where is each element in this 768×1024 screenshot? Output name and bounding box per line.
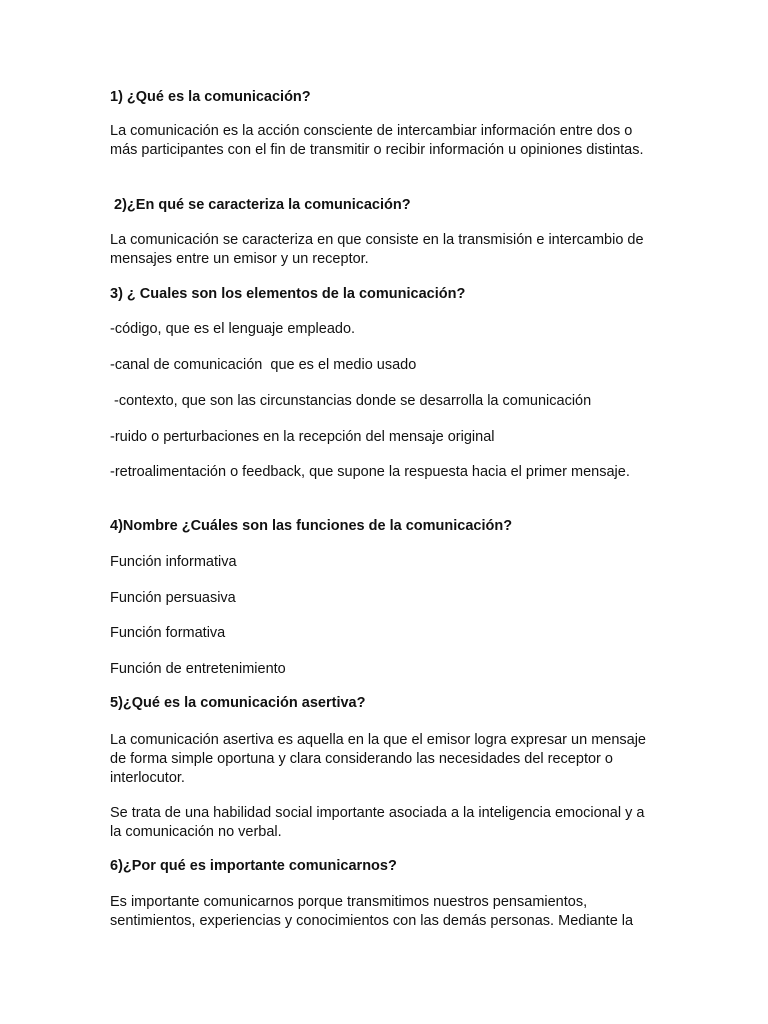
question-6-heading: 6)¿Por qué es importante comunicarnos? <box>110 858 397 874</box>
element-item-code: -código, que es el lenguaje empleado. <box>110 321 356 337</box>
question-4-heading: 4)Nombre ¿Cuáles son las funciones de la comunicación? <box>110 518 513 534</box>
question-1-heading: 1) ¿Qué es la comunicación? <box>110 89 311 105</box>
function-item-persuasive: Función persuasiva <box>110 590 236 606</box>
question-5-answer: La comunicación asertiva es aquella en la que el emisor logra expresar un mensaje de forma simple oportuna y clara considerando las necesidades del receptor o interlocutor. <box>110 732 646 786</box>
question-6-answer: Es importante comunicarnos porque transmitimos nuestros pensamientos, sentimientos, experiencias y conocimientos con las demás personas. Mediante la <box>110 894 634 929</box>
element-item-noise: -ruido o perturbaciones en la recepción del mensaje original <box>110 429 495 445</box>
element-item-channel: -canal de comunicación que es el medio usado <box>110 357 417 373</box>
function-item-informative: Función informativa <box>110 554 237 570</box>
element-item-feedback: -retroalimentación o feedback, que supone la respuesta hacia el primer mensaje. <box>110 464 630 480</box>
question-5-heading: 5)¿Qué es la comunicación asertiva? <box>110 695 366 711</box>
question-2-heading: 2)¿En qué se caracteriza la comunicación? <box>110 197 411 213</box>
document-page <box>110 0 670 1024</box>
function-item-formative: Función formativa <box>110 625 226 641</box>
question-2-answer: La comunicación se caracteriza en que consiste en la transmisión e intercambio de mensajes entre un emisor y un receptor. <box>110 232 644 267</box>
question-5-answer-2: Se trata de una habilidad social importante asociada a la inteligencia emocional y a la comunicación no verbal. <box>110 805 645 840</box>
element-item-context: -contexto, que son las circunstancias donde se desarrolla la comunicación <box>110 393 592 409</box>
question-3-heading: 3) ¿ Cuales son los elementos de la comunicación? <box>110 286 466 302</box>
question-1-answer: La comunicación es la acción consciente de intercambiar información entre dos o más participantes con el fin de transmitir o recibir información u opiniones distintas. <box>110 123 644 158</box>
function-item-entertainment: Función de entretenimiento <box>110 661 286 677</box>
